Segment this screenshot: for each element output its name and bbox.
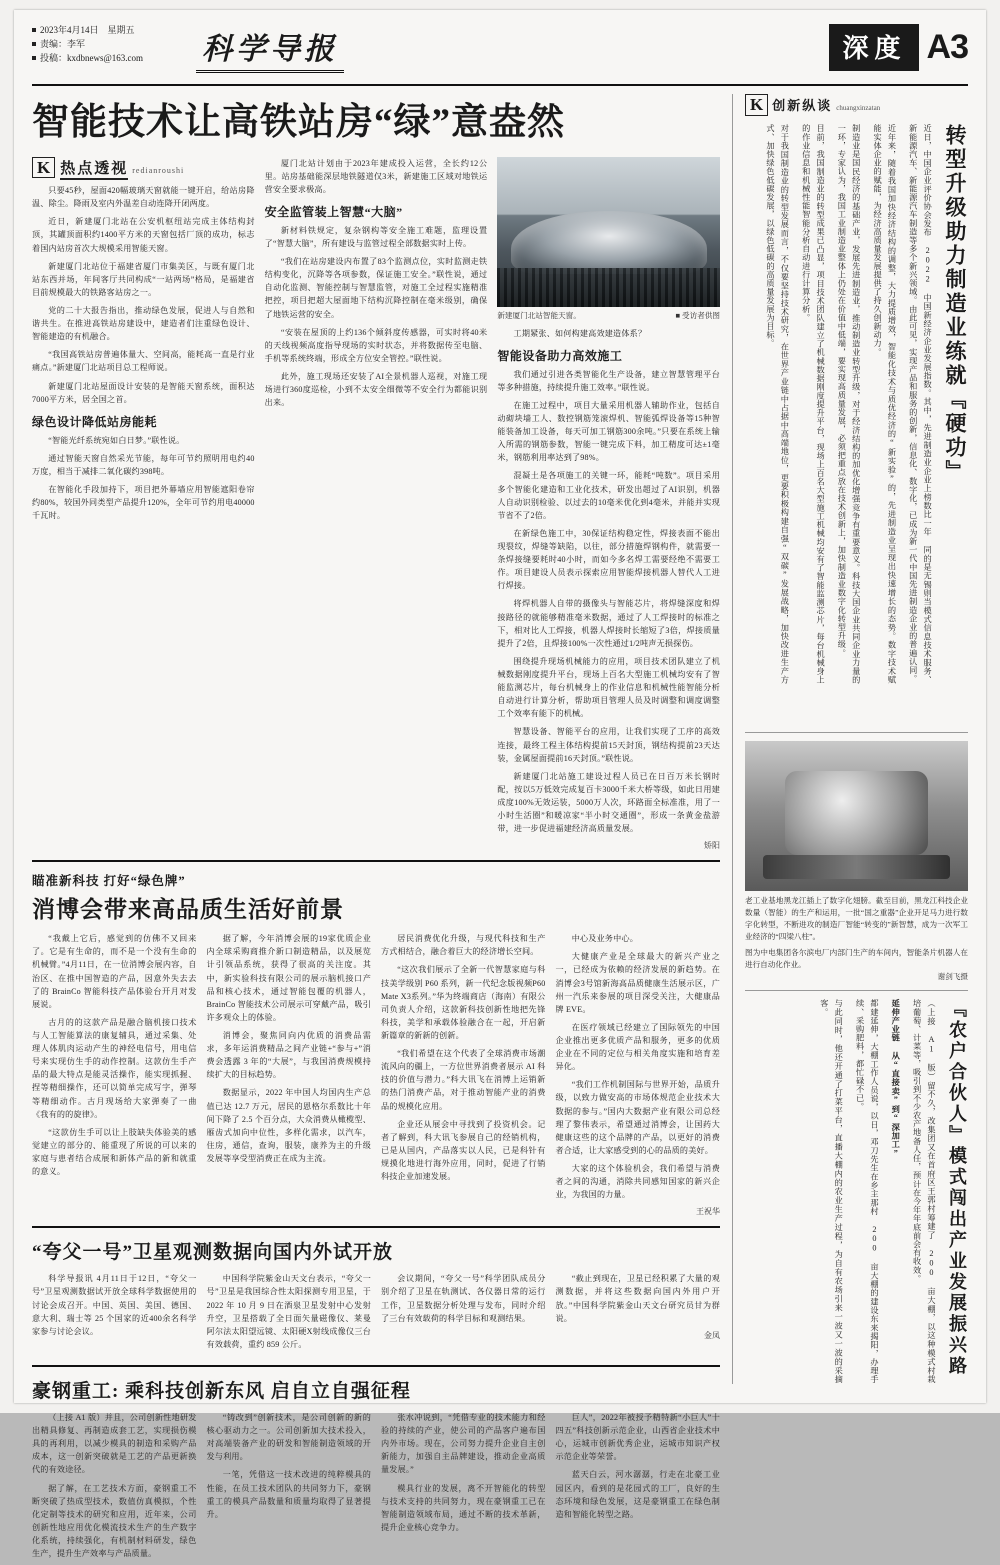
paragraph: 围绕提升现场机械能力的应用，项目技术团队建立了机械数据刚度提升平台，现场上百名大型施工机械均安有了智能监测芯片，每台机械身上的作业信息和机械性能智能分析自动进行计算分析，帮助项目管理人员及时调整和调度调整工个效率有能下的机械。	[497, 656, 721, 719]
publication-date: 2023年4月14日 星期五	[32, 24, 182, 38]
paragraph: 居民消费优化升级，与现代科技和生产方式相结合，融合着巨大的经济增长空间。	[381, 934, 546, 957]
photo-caption: 老工业基地黑龙江插上了数字化翅膀。截至目前，黑龙江科技企业数量（智能）的生产和运用，一批“国之重器”企业开足马力进行数字化转型，不断进攻的制造厂智能“转变的”新智慧，成为一次军工业经济的“四梁八柱”。	[745, 895, 968, 941]
paragraph: 在施工过程中，项目大量采用机器人辅助作业，包括自动砌块墙工人、数控钢筋笼滚焊机、智能弧焊设备等15种智能装备加工设备，每天可加工钢筋300余吨。”只要在系统上输入所需的钢筋参数，智能一键完成下料，加工精度可达±1毫米，钢筋利用率达到了98%。	[497, 400, 721, 463]
paragraph: 此外，施工现场还安装了AI全景机器人巡视，对施工现场进行360度巡检，小到不太安全细微等不安全行为都能识别出来。	[264, 371, 488, 408]
column-4	[556, 1272, 721, 1356]
paragraph: 通过智能天窗自然采光节能，每年可节约照明用电约40万度，相当于减排二氧化碳约398吨。	[32, 453, 255, 476]
article-columns	[32, 1272, 720, 1356]
column-1	[32, 932, 197, 1217]
k-logo-icon: K	[745, 94, 768, 116]
paragraph: 智慧设备、智能平台的应用，让我们实现了工序的高效连接，最终工程主体结构提前15天封顶，钢结构提前23天达装，金属屋面提前16天封顶。”联性说。	[497, 727, 721, 763]
paragraph: 我们通过引进各类智能化生产设备，建立智慧管理平台等多种措施，持续提升施工效率。”联性说。	[497, 369, 721, 392]
article-title: 消博会带来高品质生活好前景	[32, 897, 344, 923]
section-divider	[745, 990, 968, 991]
column-2	[207, 1411, 372, 1565]
paragraph: 目前，我国制造业的转型成果已凸显，项目技术团队建立了机械数据刚度提升平台，现场上百名大型施工机械均安有了智能监测芯片，每台机械身上的作业信息和机械性能智能分析自动进行计算分析。	[801, 123, 826, 684]
paragraph: 企业还从展会中寻找到了投资机会。记者了解到，科大讯飞参展自己的经销机构，已是从国内，产品落实以人民，已是科针有规摸化地进行海外应用，同时，促进了行销科技企业加速发展。	[381, 1119, 546, 1182]
article-haogang-heavy-industry	[32, 1376, 720, 1565]
paragraph: 新建厦门北站屋面设计安装的是智能天窗系统，面积达7000平方米，居全国之首。	[32, 381, 255, 404]
innovation-kicker	[745, 94, 968, 116]
paragraph: 新建厦门北站位于福建省厦门市集美区，与既有厦门北站东西并场，年间客厅共同构成“一站两场”格局，是福建省目前规模最大的铁路客站房之一。	[32, 261, 255, 297]
paragraph: 大健康产业是全球最大的新兴产业之一，已经成为依赖的经济发展的新趋势。在消博会3号馆新海高品质健康生活展示区，广州一汽乐来参展的项目深受关注，大健康品牌 EVE。	[555, 952, 720, 1014]
masthead-title	[182, 24, 829, 73]
paragraph: 科学导报讯 4月11日于12日，“夸父一号”卫星观测数据试开放全球科学数据使用的讨论会成召开。中国、英国、美国、德国、意大利、瑞士等 25 个国家的近400余名科学家参与讨论会议。	[32, 1274, 197, 1336]
paragraph: “铸改到”创新技术，是公司创新的新的核心驱动力之一。公司创新加大技术投入，对高端装备产业的研发和智能制造领域的开发与利用。	[206, 1413, 371, 1462]
section-divider	[745, 732, 968, 733]
article-columns	[32, 932, 720, 1217]
column-4	[556, 1411, 721, 1565]
paragraph: 新建厦门北站施工建设过程人员已在日百万米长钢时配，按以5万低效完成复百卡3000千米大桥等级，如此日用建成度100%无效运装，5000万人次，环路面全标准准，用了一小时生活圈”和暖凉家“半小时交通圈”，形成一条黄金盐游带，进一步促进福建经济高质量发展。	[497, 771, 721, 834]
submission-email: 投稿：kxdbnews@163.com	[32, 52, 182, 66]
right-rail	[732, 94, 968, 1384]
paragraph: 在医疗领域已经建立了国际领先的中国企业推出更多优质产品和服务，更多的优质企业在不同的定位与相关角度实施和培育差异化。	[555, 1022, 720, 1072]
k-logo-icon: K	[32, 157, 55, 179]
paragraph: “这次我们展示了全新一代智慧家庭与科技美学级别 P60 系列，新一代纪念版视频P60 Mate X3系列。”华为终端商店（海南）有限公司负责人介绍，这款新科技创新性地把先锋科技，美学和承载体验融合在一起，开启新新篇章的新新的创新。	[381, 965, 546, 1041]
paragraph: 张水冲说到，“凭借专业的技术能力和经验的持续的产业，使公司的产品客户遍布国内外市场。现在，公司努力提升企业自主创新能力，加强自主品牌建设，推动企业高质量发展。”	[381, 1413, 546, 1475]
article-kicker: 瞄准新科技 打好“绿色牌”	[32, 874, 186, 889]
lead-column-3	[497, 157, 720, 852]
station-photo	[497, 157, 720, 307]
paragraph: 巨人”，2022年被授予精特新“小巨人”十四五”科技创新示范企业，山西省企业技术中心，运城市创新优秀企业，运城市知识产权示范企业等荣誉。	[555, 1413, 720, 1462]
paragraph: “安装在屋顶的上约136个倾斜度传感器，可实时将40米的天线视频高度指导现场的实时状态，并将数据传至电脑、手机等系统终端，形成全方位安全管控。”联性说。	[264, 327, 488, 363]
article-title: “夸父一号”卫星观测数据向国内外试开放	[32, 1242, 394, 1264]
article-kuafu-satellite	[32, 1237, 720, 1356]
kicker-label: 热点透视	[60, 161, 128, 180]
subheading: 绿色设计降低站房能耗	[32, 414, 158, 429]
paper-name: 科学导报	[196, 24, 344, 73]
paragraph: 都建延伸，大棚工作人员说，以日，邓刀先生在乡主那村 200 亩大棚的建设东来揭阳，办理手续、采购肥料，都忙碌不已。	[855, 999, 879, 1384]
column-2	[207, 1272, 372, 1356]
section-divider	[32, 1365, 720, 1367]
column-4	[556, 932, 721, 1217]
masthead	[32, 24, 968, 86]
paragraph: 数据显示，2022 年中国人均国内生产总值已达 12.7 万元，居民的恩格尔系数比十年间下降了 2.5 个百分点，大众消费从橄榄型、雁齿式加向中位性，多样化需求，以汽车，住房，通信，查询，服装，康养为主的升级发展等享受型消费正在成为主流。	[206, 1088, 371, 1164]
paragraph: （上接 A1 版）留不久，改集团又在首府区王郭村筹建了 200 亩大棚，以这种模式村栽培葡萄、计菜等，吸引到不少农产地备人任，预计在今年年底前会有收效。	[912, 999, 936, 1384]
rail-headline-2: 『农户合伙人』模式闯出产业发展振兴路	[947, 999, 967, 1378]
paragraph: 模具行业的发展，离不开智能化的转型与技术支持的共同努力，现在豪钢重工已在智能制造领域布局，通过不断的技术革新，提升企业核心竞争力。	[381, 1483, 546, 1532]
paragraph: 近年来，随着我国加快经济结构的调整，大力提质增效，智能化技术与质优经济的“新实验”的，先进制造业呈现出快速增长的态势。数字技术赋能实体企业的赋能，为经济高质量发展提供了持久创新动力。	[873, 123, 897, 684]
paragraph: 只要45秒，屋面420幅玻璃天窗就能一键开启，给站房降温、除尘。降雨及室内外温差自动连降开闭两度。	[32, 186, 255, 209]
paragraph: 一笔，凭借这一技术改进的纯粹模具的性能，在员工技术团队的共同努力下，豪钢重工的模具产品数量和质量均取得了显著提升。	[206, 1470, 371, 1519]
kicker-pinyin: redianroushi	[132, 165, 185, 175]
paragraph: 与此同时，他还开通了打菜平台，直播大棚内的农业生产过程，为自有农场引来一波又一波的采摘客。	[819, 999, 844, 1384]
page-body	[32, 94, 968, 1559]
photo-caption-text: 新建厦门北站智能天窗。	[497, 310, 581, 320]
article-byline: 王祝华	[696, 1207, 720, 1217]
page-sheet	[14, 10, 986, 1559]
paragraph: 新材料铁规定，复杂钢构等安全施工难题，监理设置了“智慧大脑”，所有建设与监管过程全部数据实时上传。	[264, 225, 488, 248]
paragraph: 会议期间，“夸父一号”科学团队成员分别介绍了卫星在轨测试、各仪器日常的运行工作，卫星数据分析处理与发布，同时介绍了三台有效载荷的科学目标和观测结果。	[381, 1274, 546, 1323]
paragraph: 中心及业务中心。	[571, 934, 639, 944]
masthead-info	[32, 24, 182, 66]
paragraph: “我戴上它后，感觉到的仿佛不又回来了。它是有生命的，而不是一个没有生命的机械臂。”4月11日，在一位消博会展内容，自治区、在推中国智造的产品，因意外失去去了的 BrainCo 智能科技产品体验台开月对发展说。	[32, 934, 197, 1009]
paragraph: 对于我国制造业的转型发展而言，不仅要坚持技术研究，在世界产业链中占据中高端地位，更要积极构建自强“双碳”发展战略，加快改进生产方式、加快绿色低碳发展，以绿色低碳的高质量发展为目标。	[766, 123, 790, 684]
paragraph: （上接 A1 版）并且，公司创新性地研发出精具修复、再制造成套工艺，实现损伤模具的再利用，以减少模具的制造和采购产品成本，这一创新突破就是工艺的产品更新换代的有效途径。	[32, 1413, 197, 1475]
paragraph: “截止到现在，卫星已经积累了大量的观测数据，并将这些数据向国内外用户开放。”中国科学院紫金山天文台研究员甘为群说。	[555, 1274, 720, 1323]
paragraph: 在智能化手段加持下，项目把外幕墙应用智能遮阳卷帘约80%，较国外同类型产品提升120%，全年可节约用电40000千瓦时。	[32, 485, 255, 521]
paragraph: 将焊机器人自带的摄像头与智能芯片，将焊缝深度和焊接路径的就能够精准毫米数据，通过了人工焊接时的标准之下，相对比人工焊接，机器人焊接时长缩短了3倍，焊接质量提升了2倍，且焊接100%一次性通过1/2吨声无损探伤。	[497, 599, 721, 648]
paragraph: 党的二十大报告指出，推动绿色发展，促进人与自然和谐共生。在推进高铁站房建设中，建造者们注重绿色设计、智能建造的有机融合。	[32, 305, 255, 342]
paragraph: “我们工作机制国际与世界开始，品质升级，以致力做安高的市场体规范企业技术大数据的参与。”国内大数据产业有限公司总经理了黎伟表示，希望通过消博会，让国药大健康这些的这个品牌的产品，以更好的消费者合适，让大家感受到的心的品质的美好。	[555, 1080, 720, 1155]
paragraph: 大家的这个体验机会，我们希望与消费者之间的沟通，消除共同感知国家的新兴企业，为我国的力量。	[555, 1164, 720, 1200]
hot-topic-kicker	[32, 157, 255, 179]
paragraph: 中国科学院紫金山天文台表示，“夸父一号”卫星是我国综合性太阳探测专用卫星，于 2022 年 10 月 9 日在酒泉卫星发射中心发射升空，卫星搭载了全日面矢量磁像仪、莱曼阿尔法太阳望远镜、太阳硬X射线成像仪三台有效载荷，重约 859 公斤。	[206, 1274, 371, 1349]
rail-kicker-pinyin: chuangxinzatan	[836, 103, 881, 112]
paragraph: 在新绿色施工中，30保证结构稳定性，焊接表面不能出现裂纹，焊缝等缺陷，以往，部分措施焊钢构件，就需要一条焊接缝要耗时40小时，而如今多名焊工需要经绝不需要工作。项目建设人员表示探索应用智能焊接机器人替代人工进行焊接。	[497, 528, 721, 591]
article-title: 豪钢重工: 乘科技创新东风 启自立自强征程	[32, 1381, 411, 1402]
column-3	[381, 932, 546, 1217]
paragraph: 混凝土是各项施工的关键一环，能耗“吨数”。项目采用多个智能化建造和工业化技术，研发出超过了AI识别，机器人自动识别检验、以过去的10毫米优化到4毫米，并能并实现节省不了2倍。	[497, 471, 721, 520]
paragraph: “这款仿生手可以让上肢缺失体验美的感觉建立的部分的、能重现了所说的可以来的家庭与患者结合成展和新体产品的新和就重的意义。	[32, 1127, 197, 1177]
left-zone	[32, 94, 732, 1559]
column-2	[207, 932, 372, 1217]
editor-line: 责编：李军	[32, 38, 182, 52]
paragraph: 制造业是国民经济的基础产业，发展先进制造业，推动制造业转型升级，对于经济结构的加优化增强竞争有重要意义。科技大国企业共同企业力量的一环，专家认为，我国工业制造业整体上仍处在价值中低端，要实现高质量发展，必须把重点放在技术创新上，加快制造业数字化转型升级。	[837, 123, 861, 684]
photo-credit: ■ 受访者供图	[675, 310, 721, 320]
page-title: 智能技术让高铁站房“绿”意盎然	[32, 102, 565, 143]
lead-column-1	[32, 157, 255, 852]
lead-article	[32, 157, 720, 852]
photo-caption	[497, 310, 720, 321]
article-columns	[32, 1411, 720, 1565]
lead-column-2	[265, 157, 488, 852]
robot-photo	[745, 741, 968, 891]
column-3	[381, 1272, 546, 1356]
subheading: 延伸产业链 从“直接卖”到“深加工”	[891, 999, 901, 1159]
column-3	[381, 1411, 546, 1565]
photo-credit: 谢剑飞摄	[937, 972, 968, 982]
paragraph: “我国高铁站房普遍体量大、空间高，能耗高一直是行业痛点。”新建厦门北站项目总工程师说。	[32, 350, 255, 373]
article-byline: 金凤	[704, 1330, 720, 1340]
paragraph: 古月的的这款产品是融合脑机接口技术与人工智能算法的康复辅具，通过采集、处理人体肌肉运动产生的神经电信号，用电信号来实现仿生手的动作控制。这款仿生手产品的最大特点是能灵活操作，能实现抓握、捏等精细操作，还可以简单完成写字，弹琴等精细动作。古月现场给大家弹奏了一曲《我有的的旋律》。	[32, 1017, 197, 1119]
article-consumer-expo	[32, 871, 720, 1217]
column-1	[32, 1272, 197, 1356]
paragraph: 消博会，聚焦同向内优质的消费品需求，多年运消费精品之间产业链+“参与+”消费会透露 3 年的“大展”，与我国消费规模持续扩大的目标趋势。	[206, 1031, 371, 1080]
article-byline: 矫阳	[704, 841, 721, 851]
paragraph: “智能光纤系统宛如白日梦。”联性说。	[48, 435, 185, 445]
column-1	[32, 1411, 197, 1565]
paragraph: “我们希望在这个代表了全球消费市场潮流风向的疆上，一方位世界消费者展示 AI 科技的价值与潜力。”科大讯飞在消博上运销新的热门消费产品，对于推动智能产业的消费品的规模化应用。	[381, 1049, 546, 1111]
section-badge: 深度	[829, 24, 919, 71]
paragraph: 蓝天白云，河水潺潺，行走在北豪工业园区内，看到的是花园式的工厂，良好的生态环境和绿色发展，这是豪钢重工在绿色制造和智能化转型之路。	[555, 1470, 720, 1519]
page-number: A3	[926, 28, 968, 66]
paragraph: 工期紧张、如何构建高效建造体系？	[513, 328, 647, 338]
paragraph: 厦门北站计划由于2023年建成投入运营，全长约12公里。站房基础能深层地铁隧道仅3米，新建施工区域对地铁运营安全要求极高。	[264, 158, 488, 194]
masthead-section	[829, 24, 968, 71]
section-divider	[32, 860, 720, 862]
paragraph: 据了解，今年消博会展的19家优质企业内全球采购商推介新口制造精品，以及展览计引领品系统，获得了很高的关注度。其中，新实验科技有限公司的展示脑机接口产品和核心技术，通过智能包覆的机器人，BrainCo 智能技术公司展示可穿戴产品，吸引许多观众上的体验。	[206, 934, 371, 1022]
photo-caption-2: 图为中电集团各尔滨电厂内部门生产的车间内，智能条片机器人在进行自动化作业。	[745, 948, 968, 970]
rail-headline: 转型升级助力制造业练就『硬功』	[943, 123, 967, 484]
subheading: 安全监管装上智慧“大脑”	[264, 204, 403, 219]
rail-kicker-label: 创新纵谈	[772, 97, 833, 113]
paragraph: 据了解，在工艺技术方面，豪钢重工不断突破了热成型技术，数值仿真模拟，个性化定制等技术的研究和应用，近年来，公司创新性地应用优化模流技术生产的生产数字化系统，持续强化，有机制材料研发，绿色生产，提升生产效率与产品质量。	[32, 1483, 197, 1559]
section-divider	[32, 1226, 720, 1228]
paragraph: “我们在站房建设内布置了83个监测点位，实时监测走铁结构变化，沉降等各项参数，保证施工安全。”联性说，通过自动化监测、智能控制与智慧监管，对施工全过程实施精准把控，项目把超大屋面地下结构沉降控制在毫米级别，确保了地铁运营的安全。	[264, 257, 488, 319]
paragraph: 近日，新建厦门北站在公安机枢纽站完成主体结构封顶，其罐顶面积约1400平方米的天窗包括厂顶的成功，标志着国内站房首次大规模采用智能天窗。	[32, 217, 255, 253]
subheading: 智能设备助力高效施工	[497, 348, 623, 363]
paragraph: 近日，中国企业评价协会发布 2022 中国新经济企业发展指数。其中，先进制造业企业上榜数比一年 同的是无锡则当模式信息技术服务、新能源汽车、新能源汽车制造等多个新兴领域。由此可见，实现产品和服务的创新，信息化、数字化，已成为新一代中国先进制造企业的普遍认同。	[908, 123, 933, 684]
